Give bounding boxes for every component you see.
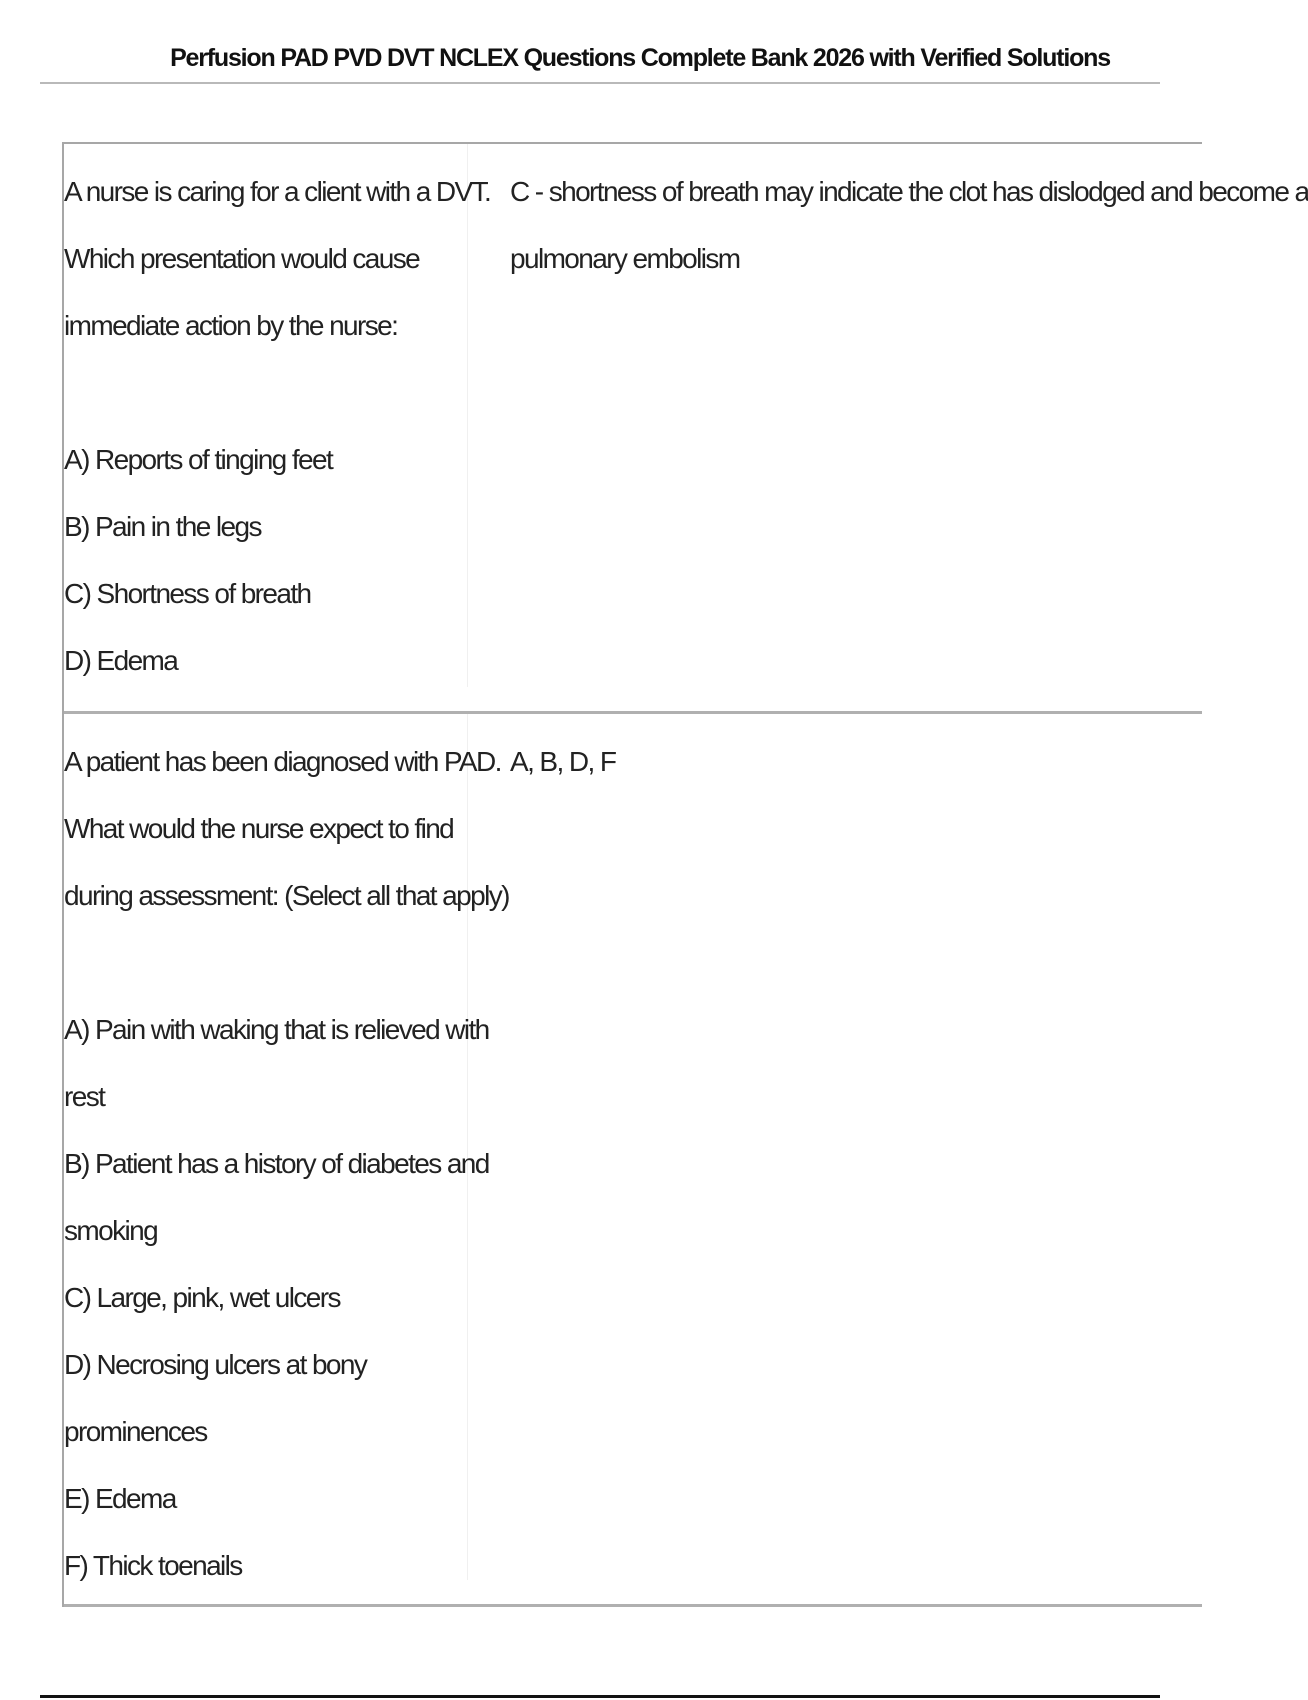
question-text: A nurse is caring for a client with a DVT. <box>64 176 491 207</box>
answer-text: A, B, D, F <box>510 746 616 777</box>
question-text: during assessment: (Select all that apply) <box>64 880 509 911</box>
flashcard-table <box>62 142 1308 1607</box>
answer-option: B) Patient has a history of diabetes and <box>64 1148 489 1179</box>
answer-text: pulmonary embolism <box>510 243 740 274</box>
footer-divider <box>40 1695 1160 1698</box>
answer-cell <box>468 144 1308 711</box>
page-header <box>40 40 1160 84</box>
answer-option: A) Pain with waking that is relieved with <box>64 1014 489 1045</box>
answer-text: C - shortness of breath may indicate the clot has dislodged and become a <box>510 176 1308 207</box>
page-title: Perfusion PAD PVD DVT NCLEX Questions Complete Bank 2026 with Verified Solutions <box>170 44 1110 72</box>
answer-option: B) Pain in the legs <box>64 511 261 542</box>
question-text: What would the nurse expect to find <box>64 813 454 844</box>
question-cell <box>64 714 509 1581</box>
answer-option: D) Necrosing ulcers at bony <box>64 1349 367 1380</box>
answer-cell <box>468 714 1202 1604</box>
flashcard-row <box>64 144 1308 714</box>
flashcard-row <box>64 714 1202 1607</box>
answer-option: smoking <box>64 1215 158 1246</box>
question-text: immediate action by the nurse: <box>64 310 398 341</box>
spacer <box>64 359 447 426</box>
answer-option: E) Edema <box>64 1483 176 1514</box>
answer-option: C) Shortness of breath <box>64 578 311 609</box>
question-text: Which presentation would cause <box>64 243 420 274</box>
question-cell <box>64 144 491 687</box>
answer-option: prominences <box>64 1416 207 1447</box>
spacer <box>64 929 447 996</box>
answer-option: A) Reports of tinging feet <box>64 444 333 475</box>
answer-option: F) Thick toenails <box>64 1550 242 1581</box>
answer-option: C) Large, pink, wet ulcers <box>64 1282 340 1313</box>
question-text: A patient has been diagnosed with PAD. <box>64 746 501 777</box>
answer-option: rest <box>64 1081 105 1112</box>
answer-option: D) Edema <box>64 645 178 676</box>
